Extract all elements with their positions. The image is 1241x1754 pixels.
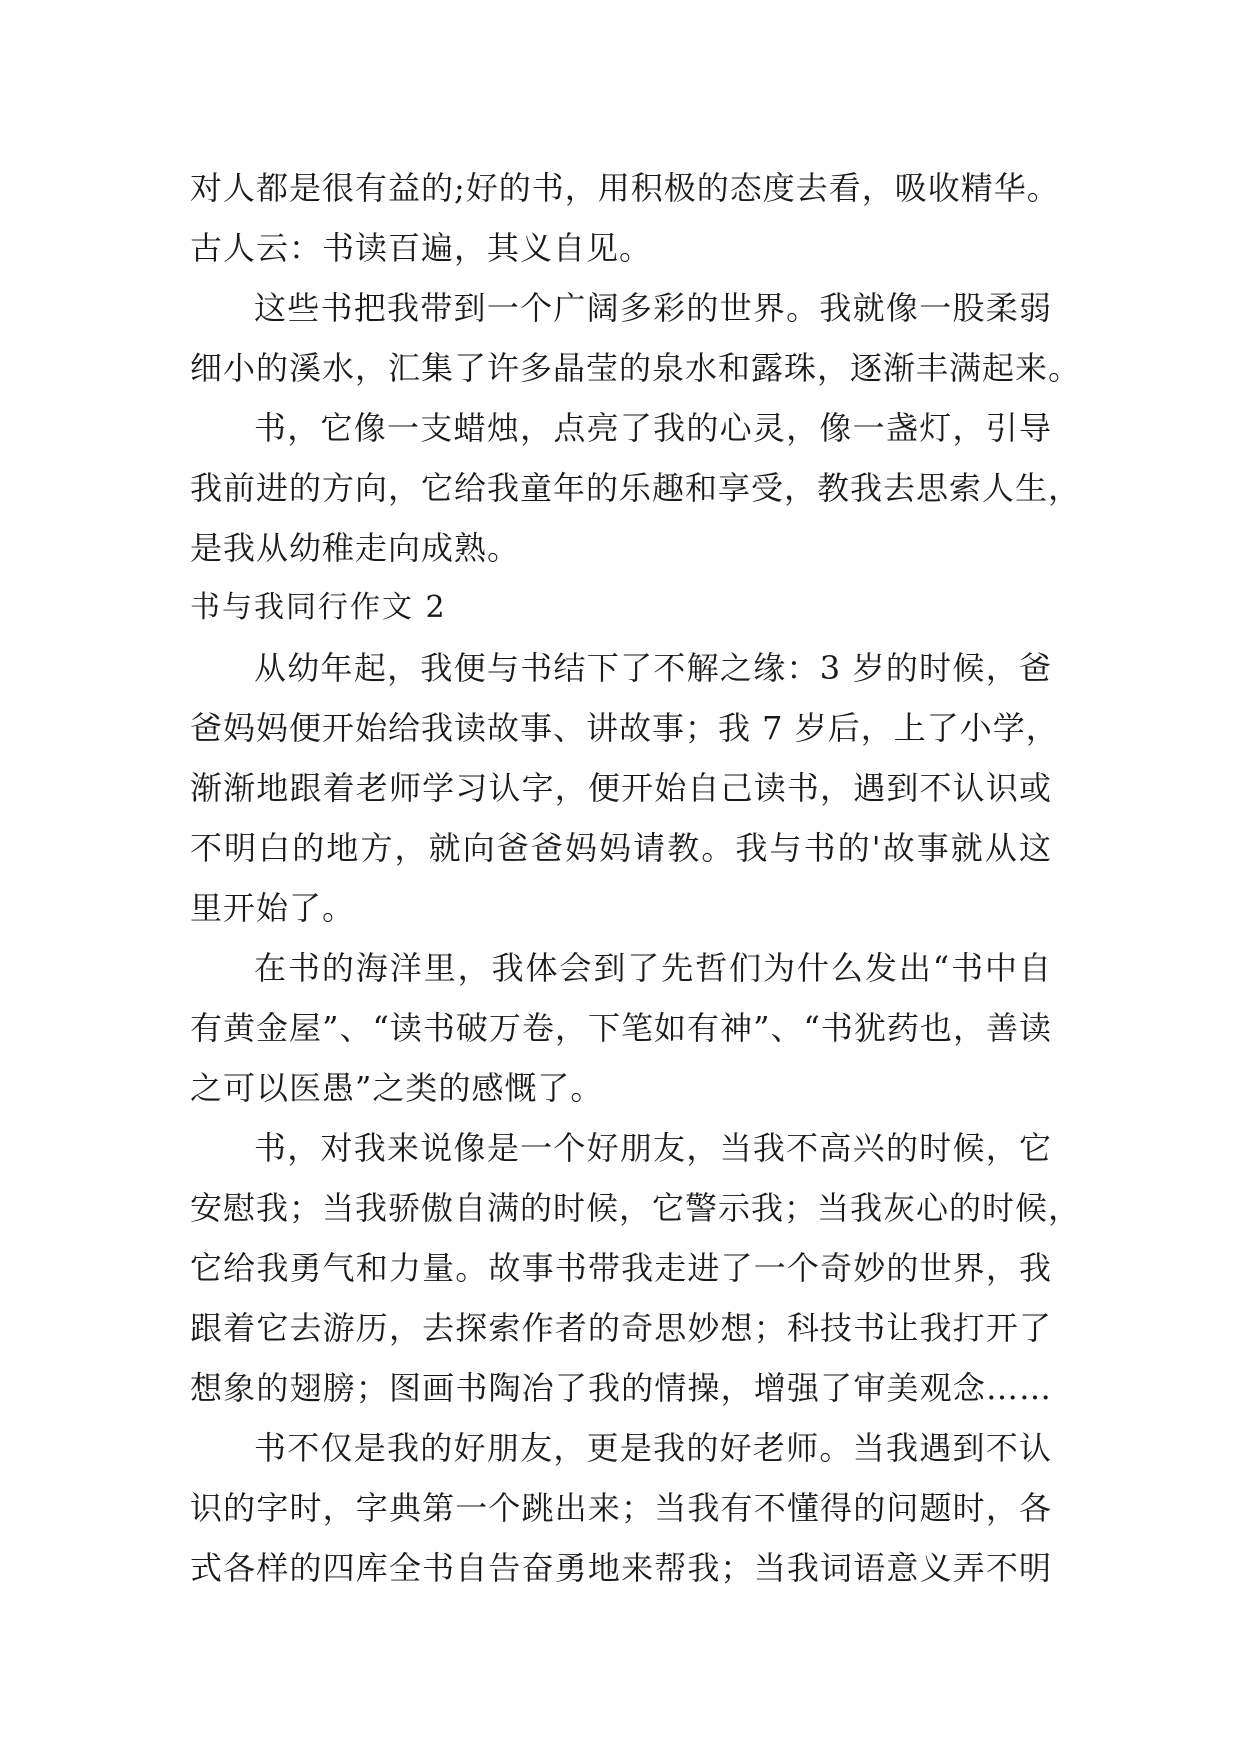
text-line: 渐渐地跟着老师学习认字，便开始自己读书，遇到不认识或	[190, 769, 1052, 807]
section-heading: 书与我同行作文 2	[190, 590, 447, 625]
text-line: 式各样的四库全书自告奋勇地来帮我；当我词语意义弄不明	[190, 1549, 1052, 1587]
text-line: 是我从幼稚走向成熟。	[190, 529, 521, 567]
text-line: 我前进的方向，它给我童年的乐趣和享受，教我去思索人生，	[190, 469, 1082, 507]
text-line: 识的字时，字典第一个跳出来；当我有不懂得的问题时，各	[190, 1489, 1052, 1527]
text-line: 对人都是很有益的;好的书，用积极的态度去看，吸收精华。	[190, 169, 1060, 207]
text-line: 有黄金屋”、“读书破万卷，下笔如有神”、“书犹药也，善读	[190, 1009, 1052, 1047]
paragraph-first-line: 书，它像一支蜡烛，点亮了我的心灵，像一盏灯，引导	[254, 409, 1052, 447]
text-line: 它给我勇气和力量。故事书带我走进了一个奇妙的世界，我	[190, 1249, 1052, 1287]
paragraph-first-line: 从幼年起，我便与书结下了不解之缘：3 岁的时候，爸	[254, 649, 1052, 687]
paragraph-first-line: 在书的海洋里，我体会到了先哲们为什么发出“书中自	[254, 949, 1052, 987]
text-line: 安慰我；当我骄傲自满的时候，它警示我；当我灰心的时候，	[190, 1189, 1082, 1227]
text-line: 细小的溪水，汇集了许多晶莹的泉水和露珠，逐渐丰满起来。	[190, 349, 1082, 387]
text-line: 想象的翅膀；图画书陶冶了我的情操，增强了审美观念……	[190, 1369, 1052, 1407]
text-line: 爸妈妈便开始给我读故事、讲故事；我 7 岁后，上了小学，	[190, 709, 1059, 747]
text-line: 里开始了。	[190, 889, 356, 927]
paragraph-first-line: 这些书把我带到一个广阔多彩的世界。我就像一股柔弱	[254, 289, 1052, 327]
paragraph-first-line: 书不仅是我的好朋友，更是我的好老师。当我遇到不认	[254, 1429, 1052, 1467]
text-line: 之可以医愚”之类的感慨了。	[190, 1069, 604, 1107]
text-line: 古人云：书读百遍，其义自见。	[190, 229, 653, 267]
paragraph-first-line: 书，对我来说像是一个好朋友，当我不高兴的时候，它	[254, 1129, 1052, 1167]
text-line: 不明白的地方，就向爸爸妈妈请教。我与书的'故事就从这	[190, 829, 1052, 867]
text-line: 跟着它去游历，去探索作者的奇思妙想；科技书让我打开了	[190, 1309, 1052, 1347]
document-page	[190, 158, 1082, 1598]
